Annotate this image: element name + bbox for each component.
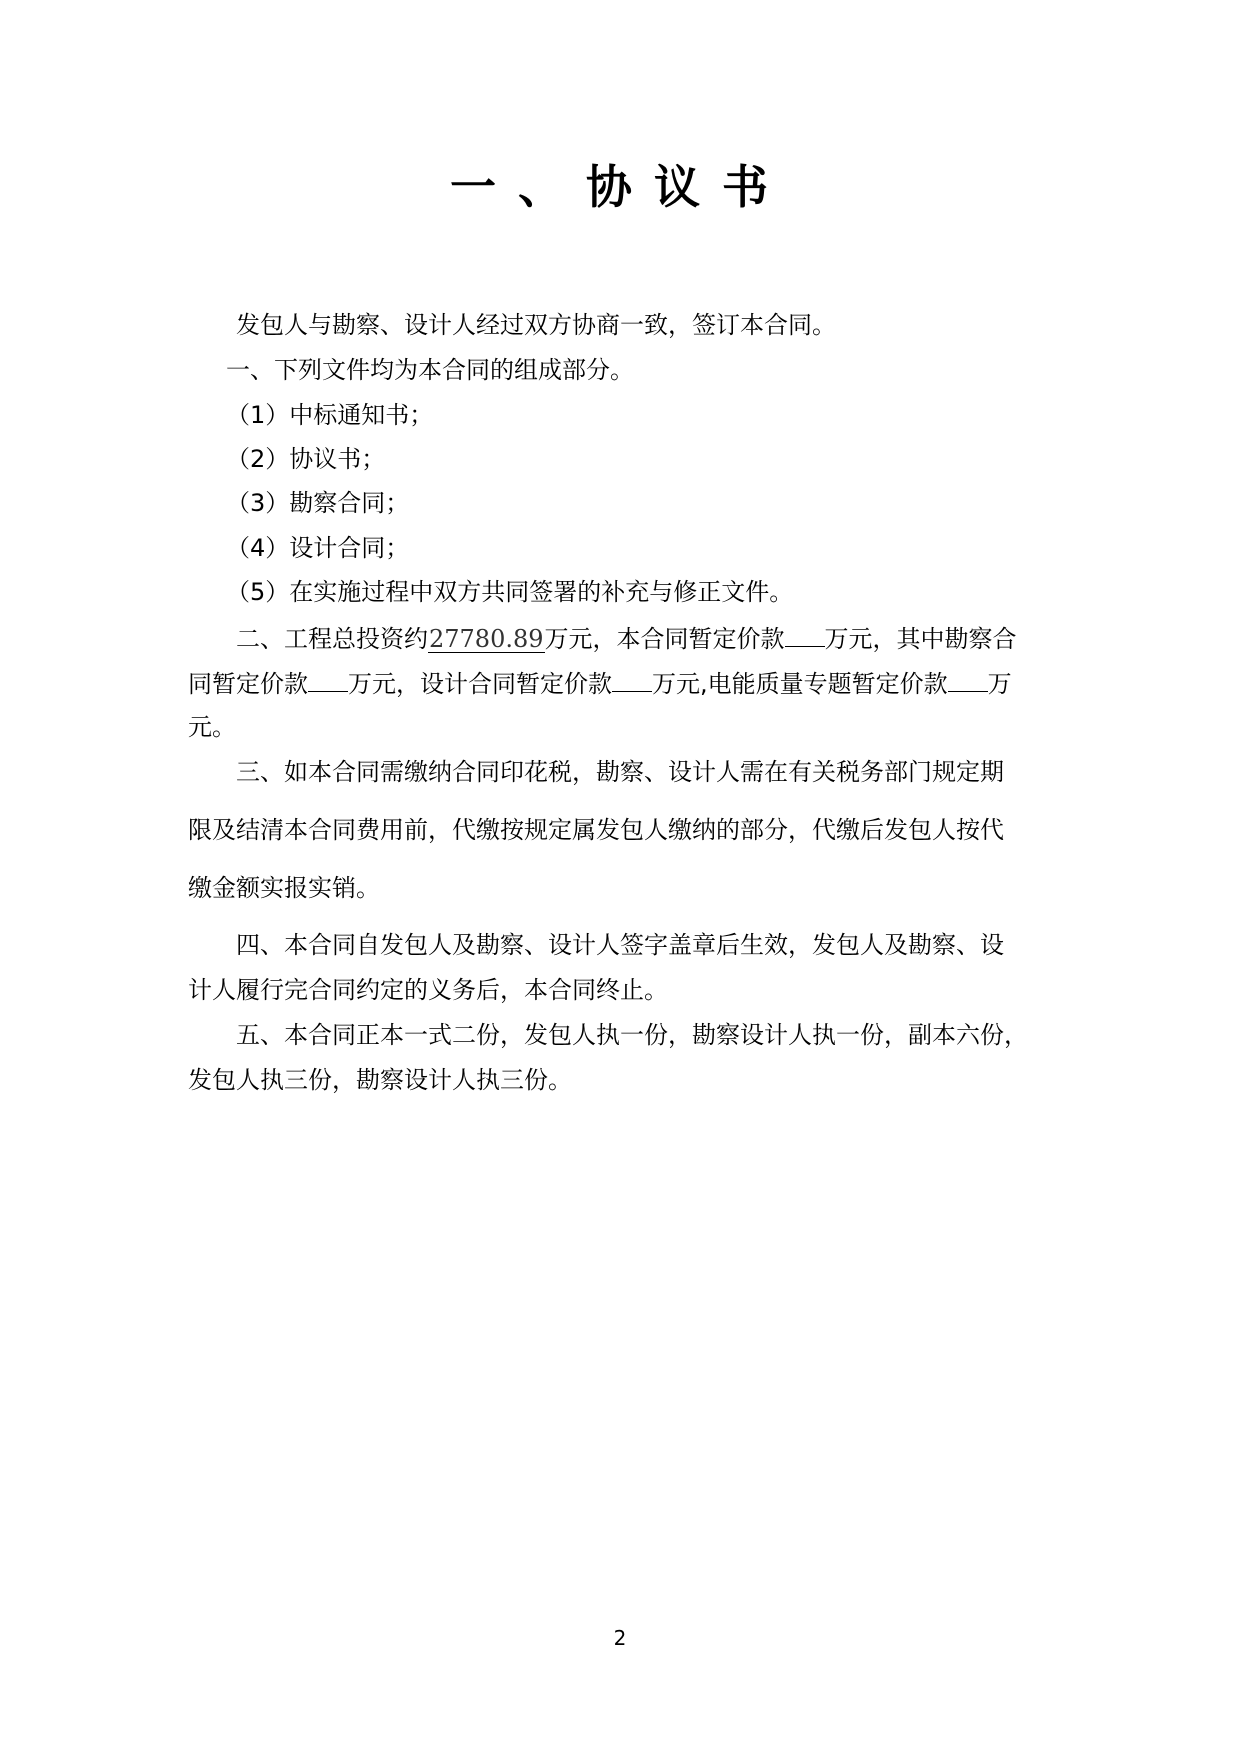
clause-1-item-4: （4）设计合同； [226, 534, 410, 562]
clause-3-line-1: 三、如本合同需缴纳合同印花税，勘察、设计人需在有关税务部门规定期 [236, 758, 1004, 786]
clause-2-line-2 [188, 665, 1012, 701]
clause-1-item-5: （5）在实施过程中双方共同签署的补充与修正文件。 [226, 578, 794, 606]
clause-2-text-c: 万元，其中勘察合 [824, 625, 1017, 653]
clause-4-line-2: 计人履行完合同约定的义务后，本合同终止。 [188, 976, 668, 1004]
clause-2-text-f: 万元,电能质量专题暂定价款 [652, 670, 948, 698]
page-title: 一、协议书 [450, 160, 790, 214]
clause-1-heading: 一、下列文件均为本合同的组成部分。 [226, 356, 634, 384]
clause-2-text-a: 二、工程总投资约 [236, 625, 428, 653]
clause-5-line-1: 五、本合同正本一式二份，发包人执一份，勘察设计人执一份，副本六份， [236, 1021, 1028, 1049]
clause-2-line-1 [236, 620, 1017, 656]
contract-price-blank [785, 620, 825, 647]
clause-1-item-2: （2）协议书； [226, 445, 386, 473]
clause-3-line-3: 缴金额实报实销。 [188, 874, 380, 902]
clause-4-line-1: 四、本合同自发包人及勘察、设计人签字盖章后生效，发包人及勘察、设 [236, 931, 1004, 959]
clause-2-text-g: 万 [987, 670, 1012, 698]
intro-paragraph: 发包人与勘察、设计人经过双方协商一致，签订本合同。 [236, 311, 836, 339]
clause-1-item-1: （1）中标通知书； [226, 401, 434, 429]
power-quality-price-blank [948, 665, 988, 692]
clause-5-line-2: 发包人执三份，勘察设计人执三份。 [188, 1066, 572, 1094]
clause-2-text-e: 万元，设计合同暂定价款 [348, 670, 612, 698]
clause-3-line-2: 限及结清本合同费用前，代缴按规定属发包人缴纳的部分，代缴后发包人按代 [188, 816, 1004, 844]
survey-price-blank [308, 665, 348, 692]
total-investment-value: 27780.89 [429, 625, 544, 653]
design-price-blank [612, 665, 652, 692]
page-number: 2 [613, 1626, 627, 1650]
clause-2-text-d: 同暂定价款 [188, 670, 308, 698]
clause-2-line-3: 元。 [188, 713, 236, 741]
clause-2-text-b: 万元，本合同暂定价款 [544, 625, 785, 653]
clause-1-item-3: （3）勘察合同； [226, 489, 410, 517]
